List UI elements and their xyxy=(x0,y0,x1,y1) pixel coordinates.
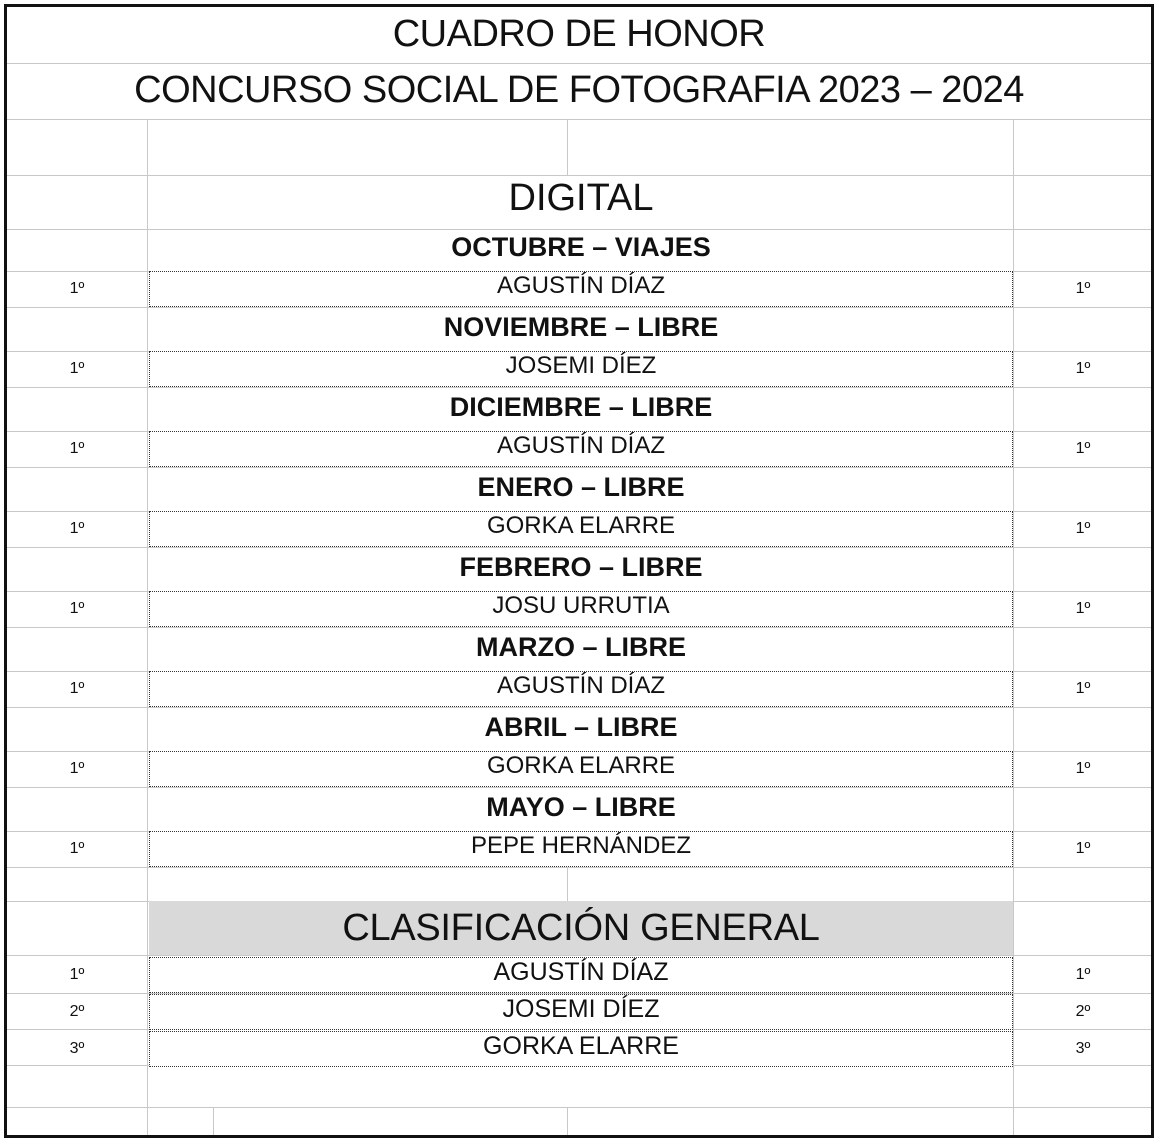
standing-name: AGUSTÍN DÍAZ xyxy=(149,957,1013,993)
contest-winner-name: JOSEMI DÍEZ xyxy=(149,351,1013,387)
contest-winner-name: AGUSTÍN DÍAZ xyxy=(149,671,1013,707)
contest-winner-name: AGUSTÍN DÍAZ xyxy=(149,431,1013,467)
contest-winner-name: PEPE HERNÁNDEZ xyxy=(149,831,1013,867)
contest-rank-left: 1º xyxy=(69,280,85,297)
contest-month-theme: FEBRERO – LIBRE xyxy=(459,552,703,582)
contest-rank-right: 1º xyxy=(1075,440,1091,457)
contest-winner-name: GORKA ELARRE xyxy=(149,511,1013,547)
grid-row-line xyxy=(7,707,1151,708)
section-title-general: CLASIFICACIÓN GENERAL xyxy=(342,907,820,949)
contest-month-theme: DICIEMBRE – LIBRE xyxy=(449,392,713,422)
standing-rank-left: 1º xyxy=(69,966,85,983)
grid-column-line xyxy=(567,1107,568,1138)
grid-row-line xyxy=(7,867,1151,868)
grid-column-line xyxy=(567,867,568,901)
standing-rank-right: 1º xyxy=(1075,966,1091,983)
page-subtitle: CONCURSO SOCIAL DE FOTOGRAFIA 2023 – 2024 xyxy=(134,69,1024,111)
standing-rank-right: 3º xyxy=(1075,1040,1091,1057)
grid-row-line xyxy=(7,547,1151,548)
contest-winner-name: GORKA ELARRE xyxy=(149,751,1013,787)
grid-row-line xyxy=(7,1107,1151,1108)
contest-month-theme: NOVIEMBRE – LIBRE xyxy=(443,312,719,342)
section-title-digital: DIGITAL xyxy=(508,177,654,219)
grid-row-line xyxy=(7,467,1151,468)
contest-rank-left: 1º xyxy=(69,680,85,697)
grid-column-line xyxy=(213,1107,214,1138)
contest-rank-right: 1º xyxy=(1075,680,1091,697)
contest-rank-right: 1º xyxy=(1075,520,1091,537)
honor-board-sheet xyxy=(4,4,1154,1138)
contest-month-theme: OCTUBRE – VIAJES xyxy=(451,232,711,262)
grid-row-line xyxy=(7,119,1151,120)
grid-column-line xyxy=(567,119,568,175)
grid-row-line xyxy=(7,627,1151,628)
standing-name: GORKA ELARRE xyxy=(149,1031,1013,1067)
contest-month-theme: ABRIL – LIBRE xyxy=(484,712,678,742)
contest-month-theme: MAYO – LIBRE xyxy=(486,792,676,822)
grid-row-line xyxy=(7,955,1151,956)
contest-winner-name: AGUSTÍN DÍAZ xyxy=(149,271,1013,307)
contest-rank-left: 1º xyxy=(69,360,85,377)
contest-rank-left: 1º xyxy=(69,600,85,617)
contest-rank-right: 1º xyxy=(1075,840,1091,857)
contest-month-theme: ENERO – LIBRE xyxy=(477,472,685,502)
contest-rank-right: 1º xyxy=(1075,360,1091,377)
grid-row-line xyxy=(7,175,1151,176)
contest-rank-left: 1º xyxy=(69,440,85,457)
contest-rank-right: 1º xyxy=(1075,600,1091,617)
contest-rank-left: 1º xyxy=(69,760,85,777)
page-title: CUADRO DE HONOR xyxy=(392,13,766,55)
contest-rank-left: 1º xyxy=(69,840,85,857)
grid-row-line xyxy=(7,307,1151,308)
grid-column-line xyxy=(147,119,148,1138)
standing-rank-left: 2º xyxy=(69,1003,85,1020)
standing-rank-right: 2º xyxy=(1075,1003,1091,1020)
grid-row-line xyxy=(7,63,1151,64)
contest-rank-left: 1º xyxy=(69,520,85,537)
contest-month-theme: MARZO – LIBRE xyxy=(475,632,686,662)
standing-name: JOSEMI DÍEZ xyxy=(149,994,1013,1030)
grid-row-line xyxy=(7,387,1151,388)
contest-rank-right: 1º xyxy=(1075,760,1091,777)
standing-rank-left: 3º xyxy=(69,1040,85,1057)
contest-rank-right: 1º xyxy=(1075,280,1091,297)
grid-row-line xyxy=(7,787,1151,788)
contest-winner-name: JOSU URRUTIA xyxy=(149,591,1013,627)
